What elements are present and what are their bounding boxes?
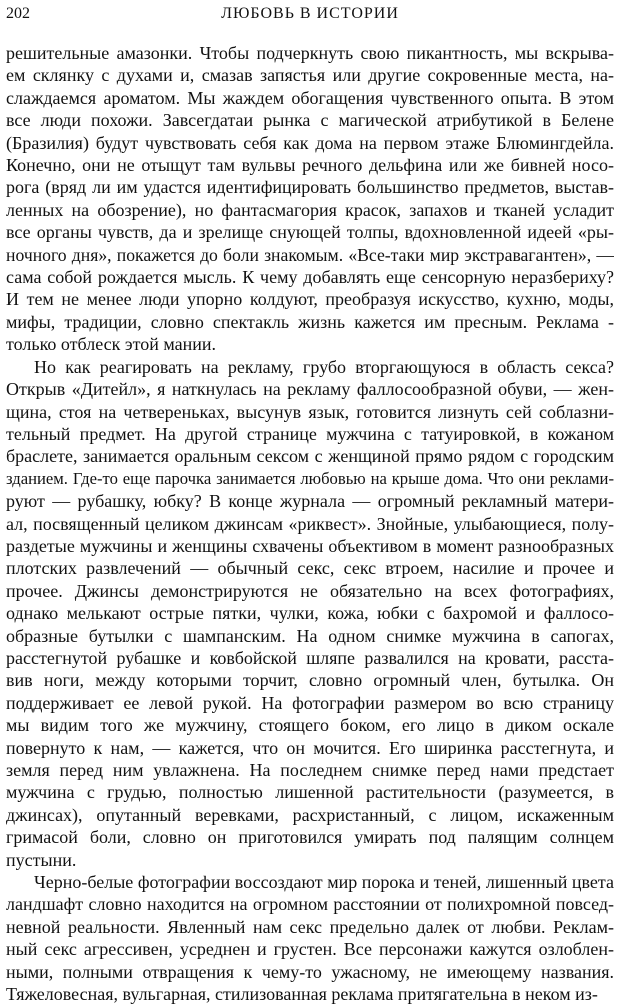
text-line: зданием. Где-то еще парочка занимается любовью на крыше дома. Что они реклами- [6, 468, 614, 488]
text-line: поддерживает ее левой рукой. На фотографии размером во всю страницу [6, 692, 614, 713]
text-line: ночного дня», покажется до боли знакомым. «Все-таки мир экстравагантен», — [6, 244, 614, 265]
text-line: только отблеск этой мании. [6, 334, 217, 355]
text-line: (Бразилия) будут чувствовать себя как дома на первом этаже Блюмингдейла. [6, 132, 614, 153]
text-line: тельный предмет. На другой странице мужчина с татуировкой, в кожаном [6, 423, 614, 444]
text-line: Черно-белые фотографии воссоздают мир порока и теней, лишенный цвета [34, 872, 614, 893]
text-line: рога (вряд ли им удастся идентифицировать большинство предметов, выстав- [6, 177, 614, 198]
text-line: ал, посвященный целиком джинсам «риквест». Знойные, улыбающиеся, полу- [6, 513, 614, 534]
text-line: повернуто к нам, — кажется, что он мочится. Его ширинка расстегнута, и [6, 737, 614, 758]
text-line: Конечно, они не отыщут там вульвы речного дельфина или же бивней носо- [6, 155, 614, 176]
text-line: пустыни. [6, 849, 77, 870]
text-line: мужчина с грудью, полностью лишенной растительности (разумеется, в [6, 782, 614, 803]
text-line: невной реальности. Явленный нам секс предельно далек от любви. Реклам- [6, 916, 614, 937]
text-line: Тяжеловесная, вульгарная, стилизованная реклама притягательна в неком из- [6, 984, 598, 1005]
text-line: плотских развлечений — обычный секс, секс втроем, насилие и прочее и [6, 558, 614, 579]
running-title: ЛЮБОВЬ В ИСТОРИИ [221, 5, 399, 22]
text-line: ландшафт словно находится на огромном расстоянии от полихромной повсед- [6, 894, 614, 915]
text-line: прочее. Джинсы демонстрируются не обязательно на всех фотографиях, [6, 580, 614, 601]
paragraph [6, 871, 614, 1005]
text-line: И тем не менее люди упорно колдуют, преобразуя искусство, кухню, моды, [6, 289, 614, 310]
text-line: гримасой боли, словно он приготовился умирать под палящим солнцем [6, 827, 614, 848]
text-line: вив ноги, между которыми торчит, словно огромный член, бутылка. Он [6, 670, 614, 691]
text-line: ными, полными отвращения к чему-то ужасному, не имеющему названия. [6, 961, 614, 982]
text-line: земля перед ним увлажнена. На последнем снимке перед нами предстает [6, 760, 614, 780]
text-line: слаждаемся ароматом. Мы жаждем обогащения чувственного опыта. В этом [6, 87, 614, 108]
page-number: 202 [6, 5, 30, 22]
text-line: ем склянку с духами и, смазав запястья или другие сокровенные места, на- [6, 65, 614, 86]
text-line: однако мелькают острые пятки, чулки, кожа, юбки с бахромой и фаллосо- [6, 603, 614, 624]
running-head [6, 4, 614, 30]
text-line: ный секс агрессивен, усреднен и грустен. Все персонажи кажутся озлоблен- [6, 939, 614, 960]
paragraph [6, 356, 614, 871]
text-line: руют — рубашку, юбку? В конце журнала — огромный рекламный матери- [6, 491, 614, 512]
text-line: все органы чувств, да и зрелище снующей толпы, вдохновленной идеей «ры- [6, 222, 614, 243]
text-line: решительные амазонки. Чтобы подчеркнуть свою пикантность, мы вскрыва- [6, 43, 614, 63]
text-line: все люди похожи. Завсегдатаи рынка с магической атрибутикой в Белене [6, 110, 614, 131]
text-line: сама собой рождается мысль. К чему добавлять еще сенсорную неразбериху? [6, 267, 614, 288]
text-line: джинсах), опутанный веревками, расхристанный, с лицом, искаженным [6, 804, 614, 825]
text-line: Открыв «Дитейл», я наткнулась на рекламу фаллосообразной обуви, — жен- [6, 379, 614, 400]
text-line: браслете, занимается оральным сексом с женщиной прямо рядом с городским [6, 446, 614, 467]
text-line: мифы, традиции, словно спектакль жизнь кажется им пресным. Реклама - [6, 311, 614, 332]
text-line: Но как реагировать на рекламу, грубо вторгающуюся в область секса? [34, 356, 614, 377]
text-line: расстегнутой рубашке и ковбойской шляпе развалился на кровати, расста- [6, 647, 614, 668]
text-line: щина, стоя на четвереньках, высунув язык, готовится лизнуть сей соблазни- [6, 401, 614, 422]
text-line: раздетые мужчины и женщины схвачены объективом в момент разнообразных [6, 535, 614, 556]
paragraph [6, 42, 614, 356]
text-line: образные бутылки с шампанским. На одном снимке мужчина в сапогах, [6, 625, 614, 646]
text-line: мы видим того же мужчину, стоящего боком, его лицо в диком оскале [6, 715, 614, 736]
body-text [6, 42, 614, 1005]
text-line: ленных на обозрение), но фантасмагория красок, запахов и тканей усладит [6, 199, 614, 220]
